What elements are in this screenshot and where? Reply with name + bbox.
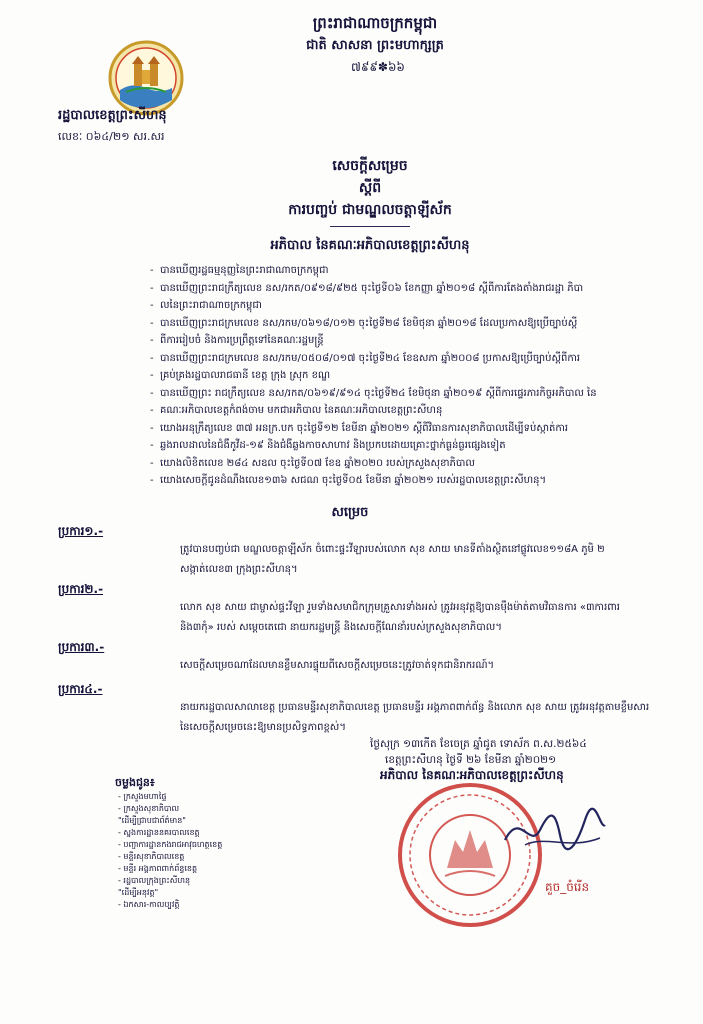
signer-name: គួច_ចំរើន [545, 880, 590, 894]
issuer-heading: អភិបាល នៃគណៈអភិបាលខេត្តព្រះសីហនុ [270, 238, 470, 253]
article-1-title: ប្រការ១.- [58, 524, 104, 538]
kingdom-heading: ព្រះរាជាណាចក្រកម្ពុជា [312, 14, 438, 32]
recipient-note: "ដើម្បីជ្រាបជាព័ត៌មាន" [118, 816, 186, 825]
handwritten-signature [500, 800, 610, 860]
consideration-item: - បានឃើញព្រះ រាជក្រឹត្យលេខ នស/រកត/០៦១៩/៩១៤ ចុះថ្ងៃទី២៤ ខែមិថុនា ឆ្នាំ២០១៩ ស្ដីពីការផ្ទេរភារកិច្ចអភិបាល នៃ [150, 385, 650, 403]
recipient-item: - បញ្ជាការដ្ឋានកងរាជអាវុធហត្ថខេត្ត [118, 840, 223, 849]
considerations-list [150, 262, 650, 490]
lunar-date: ថ្ងៃសុក្រ ១៣កើត ខែចេត្រ ឆ្នាំជូត ទោស័ក ព.ស.២៥៦៤ [370, 738, 587, 750]
article-4-body: នាយករដ្ឋបាលសាលាខេត្ត ប្រធានមន្ទីរសុខាភិបាលខេត្ត ប្រធានមន្ទីរ អង្គភាពពាក់ព័ន្ធ និងលោក សុខ សាយ ត្រូវអនុវត្តតាមខ្លឹមសារនៃសេចក្ដីសម្រេចនេះឱ្យមានប្រសិទ្ធភាពខ្ពស់។ [180, 702, 650, 733]
recipient-item: - មន្ទីរ អង្គភាពពាក់ព័ន្ធខេត្ត [118, 864, 198, 873]
recipients-heading: ចម្លងជូន៖ [115, 776, 155, 789]
national-motto: ជាតិ សាសនា ព្រះមហាក្សត្រ [306, 38, 444, 53]
consideration-item: - បានឃើញព្រះរាជក្រឹត្យលេខ នស/រកត/០៩១៨/៩២៥ ចុះថ្ងៃទី០៦ ខែកញ្ញា ឆ្នាំ២០១៨ ស្ដីពីការតែងតាំងរាជរដ្ឋា ភិបា [150, 280, 650, 298]
article-2-title: ប្រការ២.- [58, 582, 104, 596]
article-3-title: ប្រការ៣.- [58, 640, 105, 654]
recipient-item: - ក្រសួងសុខាភិបាល [118, 804, 180, 813]
recipient-item: - ស្នងការដ្ឋាននគរបាលខេត្ត [118, 828, 200, 837]
consideration-item: - យោងលិខិតលេខ ២៨៤ សឧល ចុះថ្ងៃទី០៧ ខែឧ ឆ្នាំ២០២០ របស់ក្រសួងសុខាភិបាល [150, 455, 650, 473]
recipient-item: - រដ្ឋបាលក្រុងព្រះសីហនុ [118, 876, 191, 885]
article-3-body: សេចក្ដីសម្រេចណាដែលមានខ្លឹមសារផ្ទុយពីសេចក្ដីសម្រេចនេះត្រូវចាត់ទុកជានិរាករណ៍។ [180, 660, 495, 671]
document-type-title: សេចក្ដីសម្រេច [332, 158, 408, 174]
solar-date: ខេត្តព្រះសីហនុ ថ្ងៃទី ២៦ ខែមីនា ឆ្នាំ២០២១ [385, 754, 557, 766]
consideration-item: - យោងសេចក្ដីជូនដំណឹងលេខ១៣៦ សជណ ចុះថ្ងៃទី០៥ ខែមីនា ឆ្នាំ២០២១ របស់រដ្ឋបាលខេត្តព្រះសីហនុ។ [150, 472, 650, 490]
header-ornament: ៧៩៩✽៦៦ [351, 60, 405, 74]
consideration-item-continuation: - គ្រប់គ្រងរដ្ឋបាលរាជធានី ខេត្ត ក្រុង ស្រុក ខណ្ឌ [150, 367, 650, 385]
article-4-title: ប្រការ៤.- [58, 682, 103, 696]
article-1-body: ត្រូវបានបញ្ចប់ជា មណ្ឌលចត្តាឡីស័ក ចំពោះផ្ទះវីឡារបស់លោក សុខ សាយ មានទីតាំងស្ថិតនៅផ្លូវលេខ១១៨A ភូមិ ២ សង្កាត់លេខ៣ ក្រុងព្រះសីហនុ។ [180, 544, 605, 575]
provincial-emblem-logo [108, 40, 184, 116]
decides-heading: សម្រេច [331, 505, 369, 520]
consideration-item-continuation: - គណៈអភិបាលខេត្តកំពង់ចាម មកជាអភិបាល នៃគណៈអភិបាលខេត្តព្រះសីហនុ [150, 402, 650, 420]
about-label: ស្ដីពី [358, 180, 382, 196]
title-divider [330, 226, 410, 227]
article-2-body: លោក សុខ សាយ ជាម្ចាស់ផ្ទះវីឡា រួមទាំងសមាជិកក្រុមគ្រួសារទាំងអស់ ត្រូវអនុវត្តឱ្យបានម៉ឺងម៉ាត់តាមវិធានការ «៣ការពារ និង៣កុំ» របស់ សម្ដេចតេជោ នាយករដ្ឋមន្ត្រី និងសេចក្ដីណែនាំរបស់ក្រសួងសុខាភិបាល។ [180, 602, 620, 633]
recipient-item: - ក្រសួងមហាផ្ទៃ [118, 792, 167, 801]
document-subject: ការបញ្ចប់ ជាមណ្ឌលចត្តាឡីស័ក [288, 202, 452, 218]
consideration-item: - បានឃើញព្រះរាជក្រមលេខ នស/រកម/០៥០៨/០១៧ ចុះថ្ងៃទី២៤ ខែឧសភា ឆ្នាំ២០០៨ ប្រកាសឱ្យប្រើច្បាប់ស្ដីពីការ [150, 350, 650, 368]
reference-number: លេខៈ ០៦៤/២១ សរ.សរ [58, 130, 165, 143]
consideration-item-continuation: - លនៃព្រះរាជាណាចក្រកម្ពុជា [150, 297, 650, 315]
recipients-list [118, 791, 222, 911]
consideration-item: - បានឃើញព្រះរាជក្រមលេខ នស/រកម/០៦១៨/០១២ ចុះថ្ងៃទី២៨ ខែមិថុនា ឆ្នាំ២០១៨ ដែលប្រកាសឱ្យប្រើច្បាប់ស្ដី [150, 315, 650, 333]
issuing-authority: រដ្ឋបាលខេត្តព្រះសីហនុ [58, 108, 167, 123]
consideration-item-continuation: - ពីការរៀបចំ និងការប្រព្រឹត្តទៅនៃគណៈរដ្ឋមន្ត្រី [150, 332, 650, 350]
recipient-item: - មន្ទីរសុខាភិបាលខេត្ត [118, 852, 185, 861]
signer-title: អភិបាល នៃគណៈអភិបាលខេត្តព្រះសីហនុ [380, 768, 564, 782]
consideration-item: - បានឃើញរដ្ឋធម្មនុញ្ញនៃព្រះរាជាណាចក្រកម្ពុជា [150, 262, 650, 280]
consideration-item-continuation: - ឆ្លងរាលដាលនៃជំងឺកូវីដ-១៩ និងជំងឺឆ្លងកាចសាហាវ និងប្រកបដោយគ្រោះថ្នាក់ធ្ងន់ធ្ងរផ្សេងទៀត [150, 437, 650, 455]
recipient-item: - ឯកសារ-កាលប្បវត្តិ [118, 900, 180, 909]
recipient-note: "ដើម្បីអនុវត្ត" [118, 888, 159, 897]
consideration-item: - យោងអនុក្រឹត្យលេខ ៣៧ អនក្រ.បក ចុះថ្ងៃទី១២ ខែមីនា ឆ្នាំ២០២១ ស្ដីពីវិធានការសុខាភិបាលដើម្បីទប់ស្កាត់ការ [150, 420, 650, 438]
